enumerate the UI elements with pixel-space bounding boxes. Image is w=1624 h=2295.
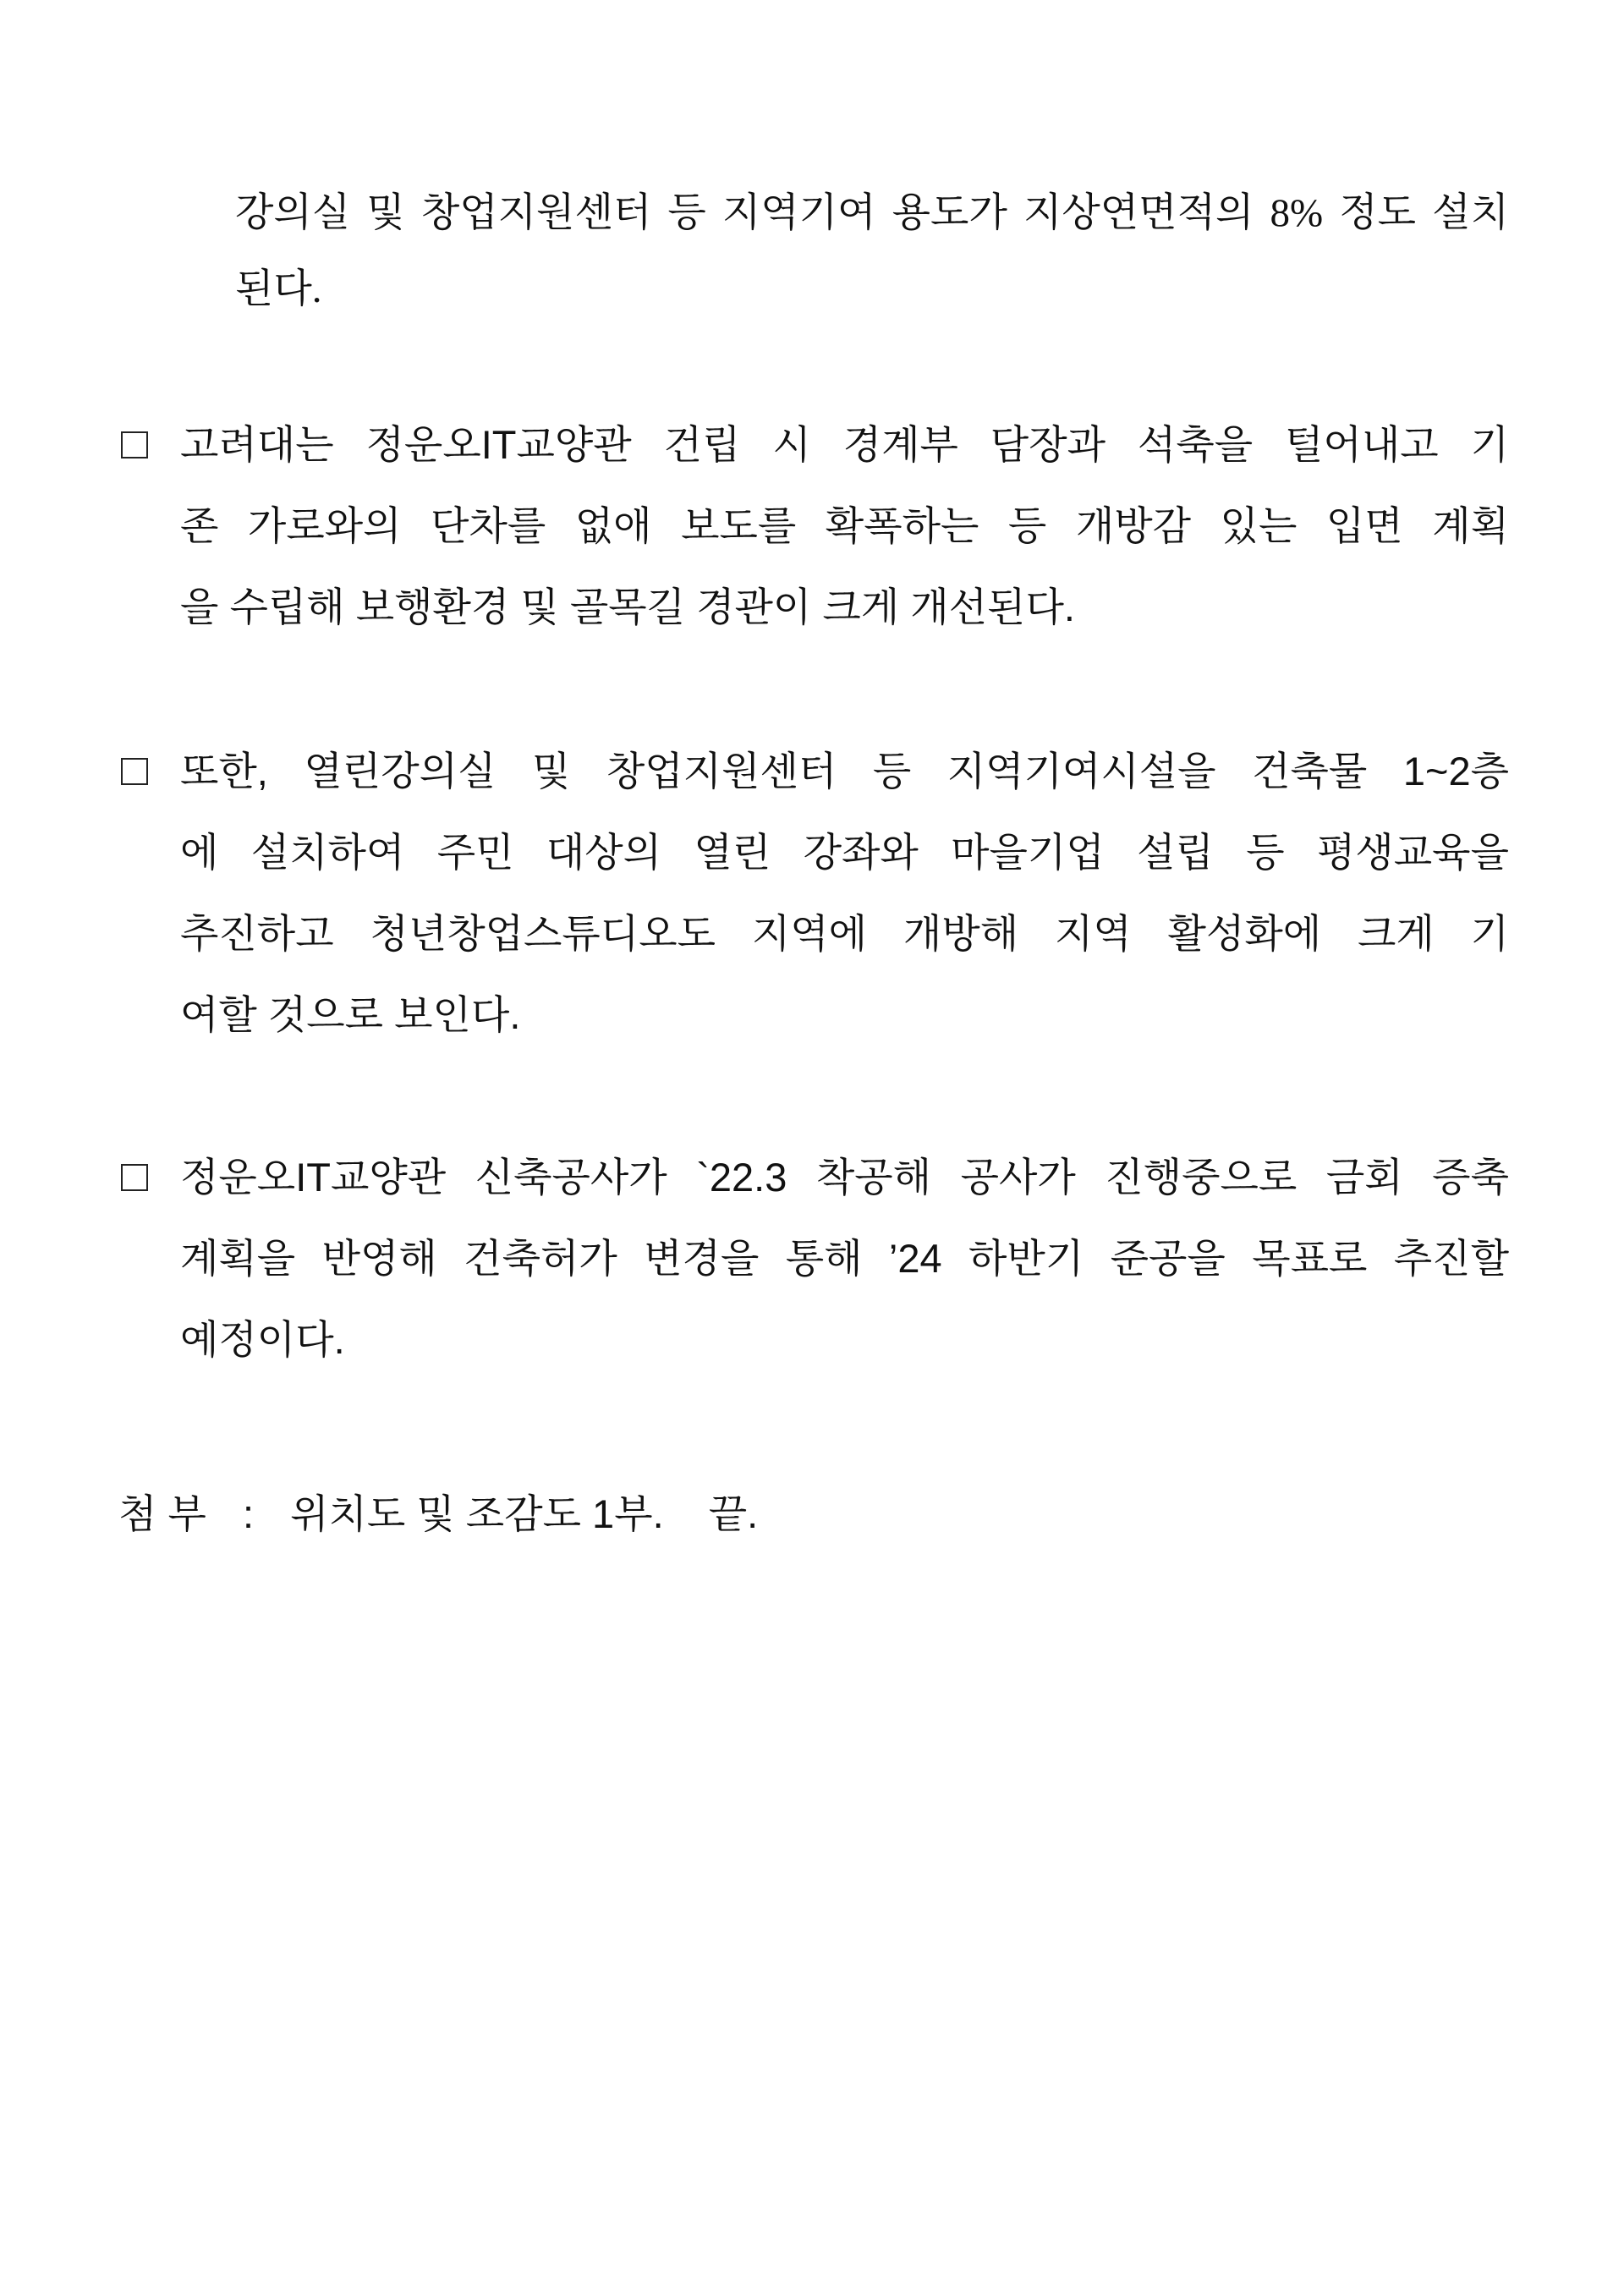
bullet-1-line-1: 고려대는 정운오IT교양관 건립 시 경계부 담장과 석축을 털어내고 기 [180,422,1509,467]
intro-line-1: 강의실 및 창업지원센터 등 지역기여 용도가 지상연면적의 8% 정도 설치 [235,191,1509,235]
attachment-separator: : [242,1491,254,1536]
checkbox-icon [121,431,148,458]
bullet-3-line-3: 예정이다. [180,1317,345,1362]
attachment-label: 첨 부 [118,1491,206,1536]
bullet-1-line-3: 을 수립해 보행환경 및 골목길 경관이 크게 개선된다. [180,585,1075,629]
bullet-1-line-2: 존 가로와의 단차를 없애 보도를 확폭하는 등 개방감 있는 입면 계획 [180,503,1509,548]
attachment-text: 위치도 및 조감도 1부. [290,1491,664,1536]
bullet-2-line-4: 여할 것으로 보인다. [180,992,521,1037]
checkbox-icon [121,758,148,785]
bullet-2-line-2: 에 설치하여 주민 대상의 열린 강좌와 마을기업 설립 등 평생교육을 [180,830,1509,875]
checkbox-icon [121,1164,148,1191]
bullet-2-line-3: 추진하고 청년창업스튜디오도 지역에 개방해 지역 활성화에 크게 기 [180,911,1509,956]
bullet-3-line-2: 계획을 반영해 건축허가 변경을 통해 ’24 하반기 준공을 목표로 추진할 [180,1236,1509,1281]
intro-line-2: 된다. [235,267,322,311]
attachment-line [118,1489,758,1540]
attachment-end: 끝. [708,1491,759,1536]
bullet-3-line-1: 정운오IT교양관 신축공사가 `22.3 착공해 공사가 진행중으로 금회 증축 [180,1155,1509,1200]
bullet-2-line-1: 또한, 열린강의실 및 창업지원센터 등 지역기여시설을 건축물 1~2층 [180,749,1509,793]
